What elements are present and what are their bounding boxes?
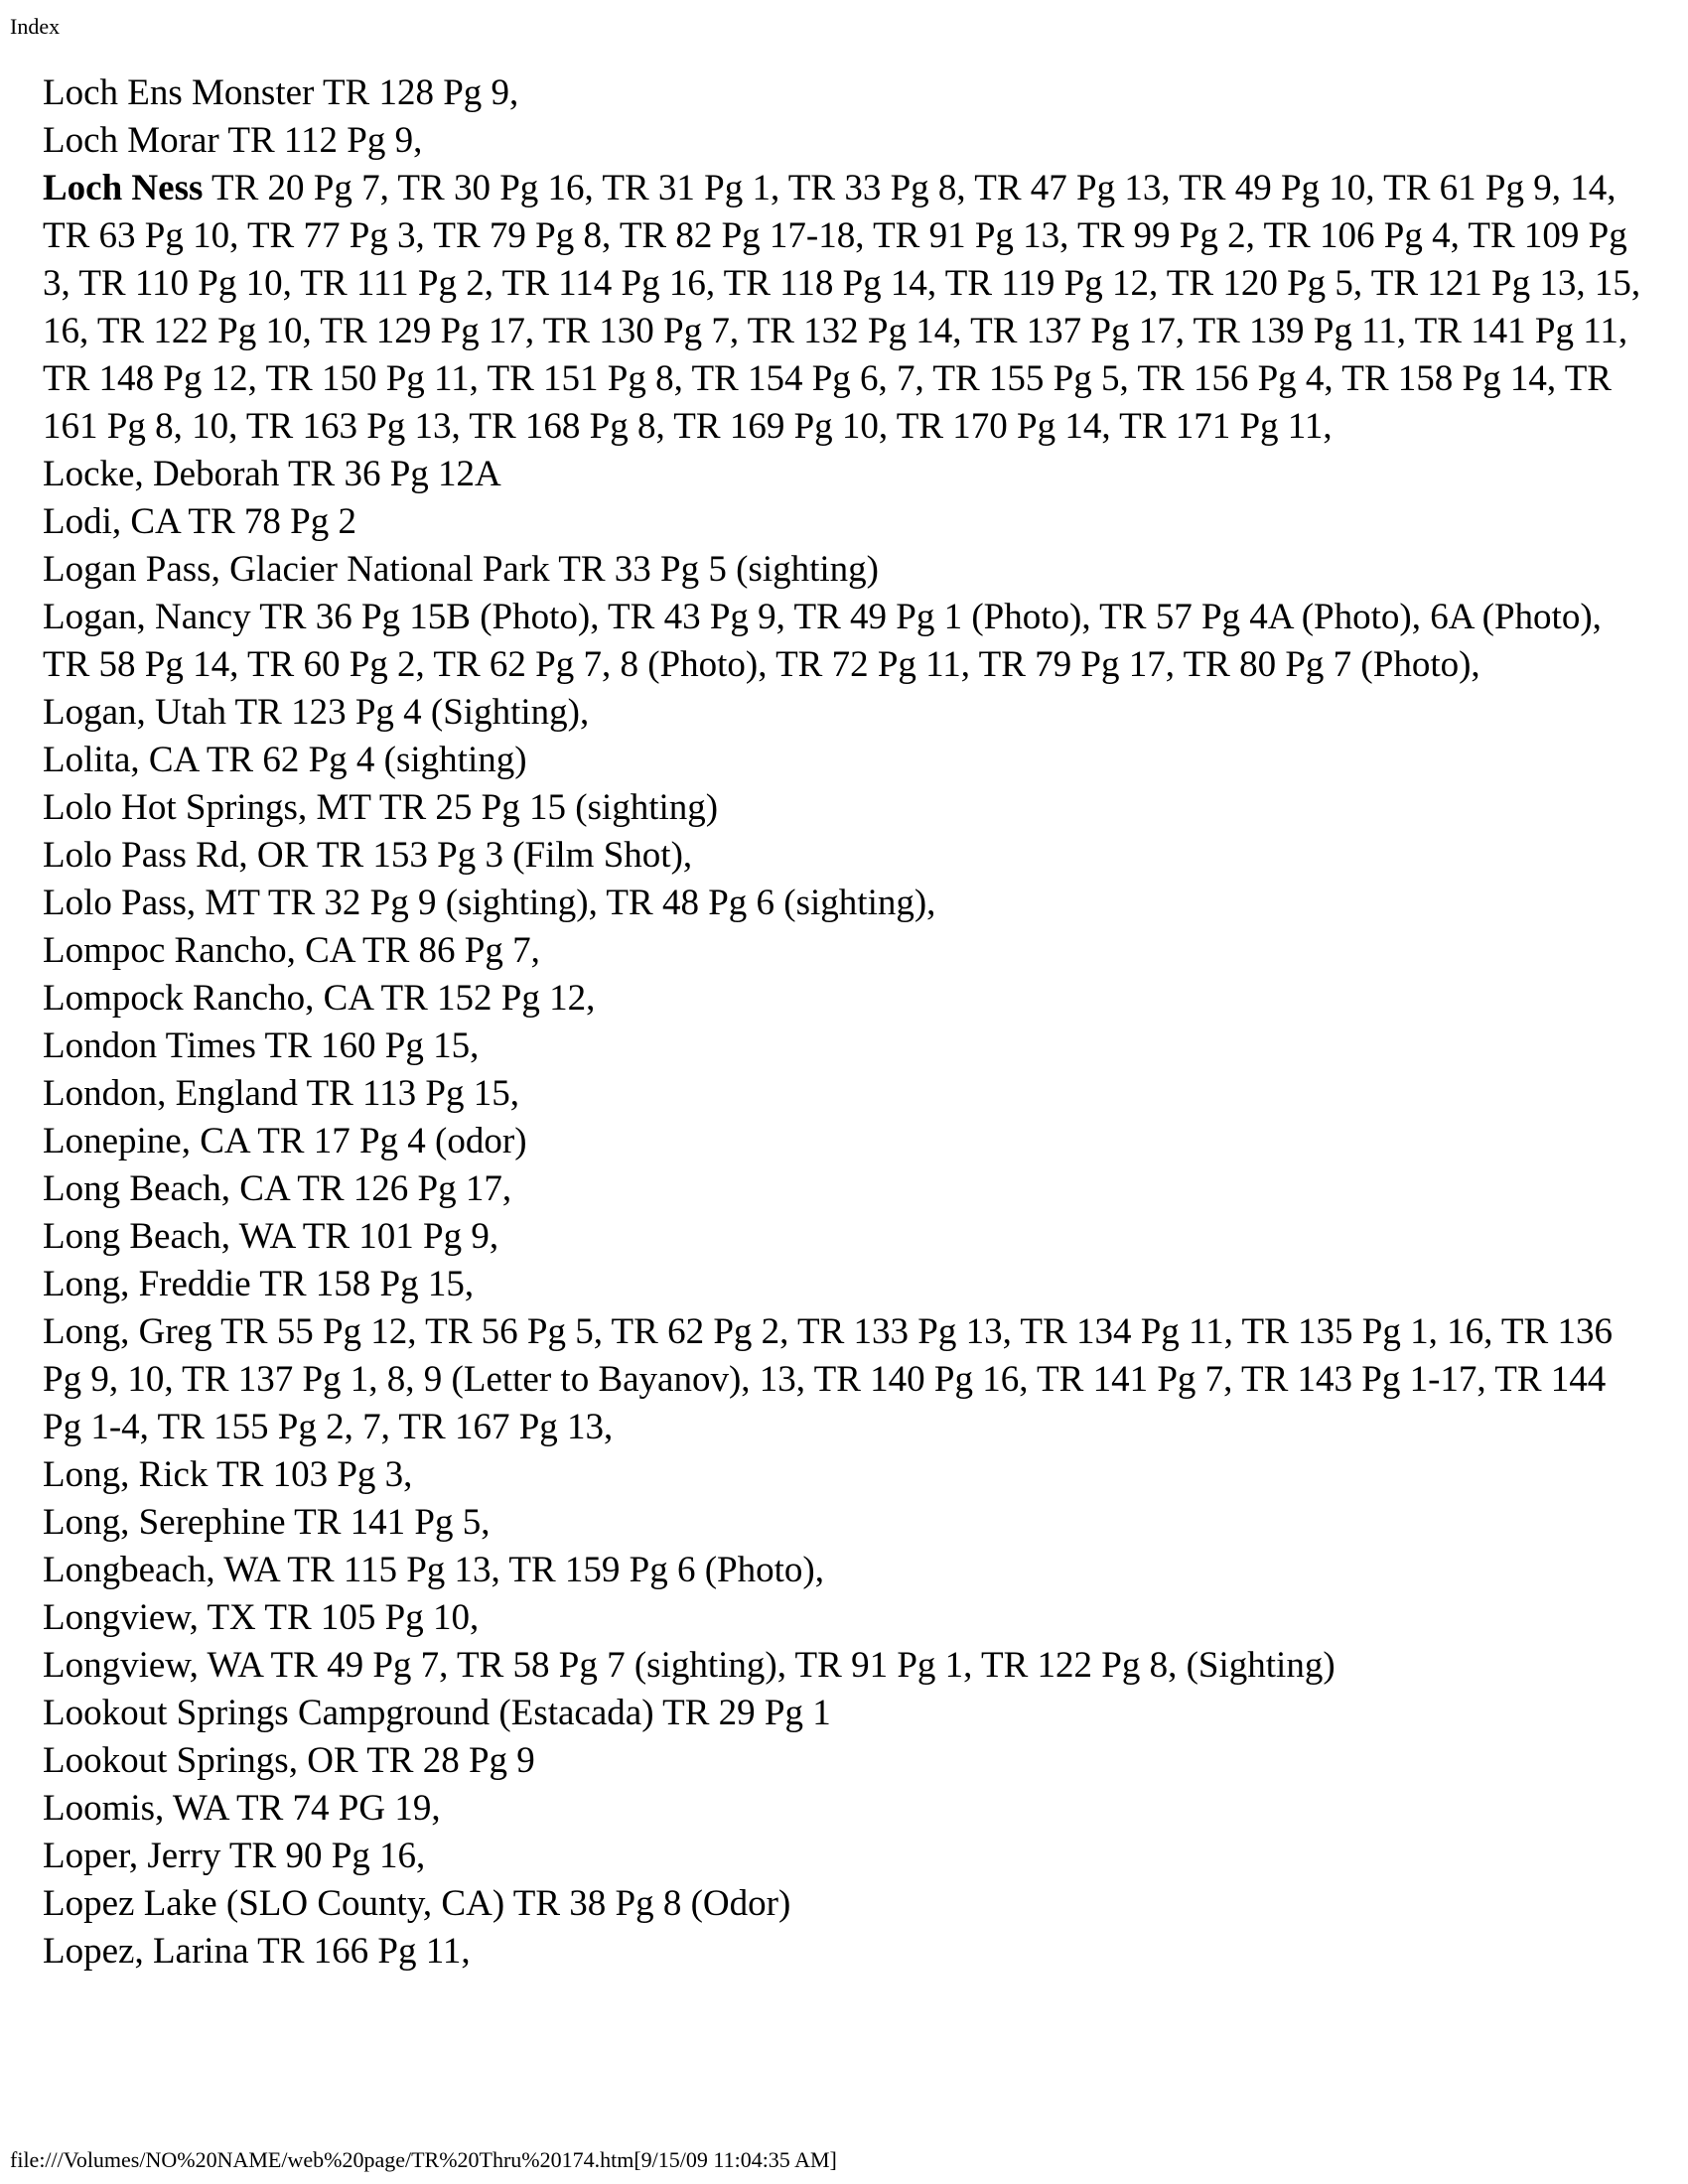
entry-term: Lookout Springs, OR	[43, 1740, 358, 1781]
entry-refs: TR 62 Pg 4 (sighting)	[206, 740, 527, 780]
entry-refs: TR 32 Pg 9 (sighting), TR 48 Pg 6 (sighting),	[267, 883, 936, 923]
entry-term: Loch Ens Monster	[43, 72, 315, 113]
index-entry	[43, 546, 1651, 594]
index-entry	[43, 594, 1651, 689]
entry-refs: TR 160 Pg 15,	[264, 1025, 480, 1066]
entry-refs: TR 113 Pg 15,	[306, 1073, 519, 1114]
entry-refs: TR 112 Pg 9,	[227, 120, 423, 161]
entry-refs: TR 90 Pg 16,	[228, 1836, 426, 1876]
index-entry	[43, 1547, 1651, 1594]
entry-refs: TR 153 Pg 3 (Film Shot),	[316, 835, 693, 876]
entry-refs: TR 36 Pg 15B (Photo), TR 43 Pg 9, TR 49 Pg 1 (Photo), TR 57 Pg 4A (Photo), 6A (Photo), TR 58 Pg 14, TR 60 Pg 2, TR 62 Pg 7, 8 (Photo), TR 72 Pg 11, TR 79 Pg 17, TR 80 Pg 7 (Photo),	[43, 597, 1602, 685]
index-entry	[43, 1594, 1651, 1642]
entry-term: Lookout Springs Campground (Estacada)	[43, 1693, 654, 1733]
index-entry	[43, 1928, 1651, 1976]
index-entry	[43, 1642, 1651, 1690]
index-entry	[43, 498, 1651, 546]
entry-term: Lopez Lake (SLO County, CA)	[43, 1883, 505, 1924]
entry-refs: TR 36 Pg 12A	[287, 454, 501, 494]
entry-term: Locke, Deborah	[43, 454, 280, 494]
index-entry	[43, 689, 1651, 737]
entry-term: Lolo Hot Springs, MT	[43, 787, 371, 828]
page-footer-source: file:///Volumes/NO%20NAME/web%20page/TR%20Thru%20174.htm[9/15/09 11:04:35 AM]	[10, 2147, 837, 2172]
entry-refs: TR 38 Pg 8 (Odor)	[512, 1883, 791, 1924]
index-entry	[43, 165, 1651, 451]
entry-refs: TR 17 Pg 4 (odor)	[257, 1121, 527, 1161]
index-entry	[43, 880, 1651, 927]
index-entry	[43, 927, 1651, 975]
index-list	[43, 69, 1651, 1976]
entry-term: London Times	[43, 1025, 256, 1066]
entry-refs: TR 49 Pg 7, TR 58 Pg 7 (sighting), TR 91 Pg 1, TR 122 Pg 8, (Sighting)	[270, 1645, 1336, 1686]
entry-term: Long, Greg	[43, 1311, 212, 1352]
entry-term: Lolo Pass Rd, OR	[43, 835, 309, 876]
index-entry	[43, 1499, 1651, 1547]
entry-refs: TR 25 Pg 15 (sighting)	[378, 787, 719, 828]
entry-term: Longview, TX	[43, 1597, 256, 1638]
index-entry	[43, 1261, 1651, 1308]
entry-term: Logan, Nancy	[43, 597, 251, 637]
entry-refs: TR 115 Pg 13, TR 159 Pg 6 (Photo),	[287, 1550, 824, 1590]
entry-term: Loch Morar	[43, 120, 219, 161]
entry-refs: TR 123 Pg 4 (Sighting),	[234, 692, 590, 733]
index-entry	[43, 1737, 1651, 1785]
index-entry	[43, 975, 1651, 1023]
index-entry	[43, 451, 1651, 498]
index-entry	[43, 737, 1651, 784]
index-entry	[43, 1070, 1651, 1118]
entry-term: Long, Rick	[43, 1454, 209, 1495]
index-entry	[43, 1833, 1651, 1880]
index-entry	[43, 117, 1651, 165]
entry-term: Loper, Jerry	[43, 1836, 221, 1876]
index-entry	[43, 832, 1651, 880]
entry-term: Long, Serephine	[43, 1502, 286, 1543]
entry-refs: TR 29 Pg 1	[662, 1693, 831, 1733]
entry-term: Loomis, WA	[43, 1788, 228, 1829]
index-entry	[43, 1308, 1651, 1451]
entry-term: Long Beach, CA	[43, 1168, 289, 1209]
entry-refs: TR 126 Pg 17,	[297, 1168, 512, 1209]
entry-refs: TR 103 Pg 3,	[216, 1454, 413, 1495]
entry-refs: TR 158 Pg 15,	[259, 1264, 475, 1304]
entry-term: Lompock Rancho, CA	[43, 978, 372, 1019]
entry-refs: TR 86 Pg 7,	[362, 930, 540, 971]
entry-refs: TR 141 Pg 5,	[294, 1502, 491, 1543]
entry-refs: TR 74 PG 19,	[236, 1788, 441, 1829]
entry-term: Logan Pass, Glacier National Park	[43, 549, 550, 590]
entry-refs: TR 101 Pg 9,	[302, 1216, 499, 1257]
index-entry	[43, 1690, 1651, 1737]
index-entry	[43, 1023, 1651, 1070]
entry-term: Lopez, Larina	[43, 1931, 249, 1972]
entry-refs: TR 33 Pg 5 (sighting)	[558, 549, 880, 590]
entry-refs: TR 55 Pg 12, TR 56 Pg 5, TR 62 Pg 2, TR 133 Pg 13, TR 134 Pg 11, TR 135 Pg 1, 16, TR 136 Pg 9, 10, TR 137 Pg 1, 8, 9 (Letter to Bayanov), 13, TR 140 Pg 16, TR 141 Pg 7, TR 143 Pg 1-17, TR 144 Pg 1-4, TR 155 Pg 2, 7, TR 167 Pg 13,	[43, 1311, 1613, 1447]
index-entry	[43, 784, 1651, 832]
entry-refs: TR 152 Pg 12,	[380, 978, 596, 1019]
entry-refs: TR 105 Pg 10,	[264, 1597, 480, 1638]
entry-refs: TR 128 Pg 9,	[322, 72, 519, 113]
entry-term: Longbeach, WA	[43, 1550, 279, 1590]
entry-term: Lolita, CA	[43, 740, 199, 780]
index-entry	[43, 69, 1651, 117]
page-header-title: Index	[10, 14, 61, 39]
entry-term: Loch Ness	[43, 168, 204, 208]
entry-refs: TR 28 Pg 9	[366, 1740, 535, 1781]
entry-refs: TR 166 Pg 11,	[257, 1931, 471, 1972]
entry-term: Lompoc Rancho, CA	[43, 930, 354, 971]
entry-term: Longview, WA	[43, 1645, 262, 1686]
index-entry	[43, 1785, 1651, 1833]
index-entry	[43, 1880, 1651, 1928]
entry-term: Lolo Pass, MT	[43, 883, 260, 923]
entry-term: Long Beach, WA	[43, 1216, 295, 1257]
entry-term: Lonepine, CA	[43, 1121, 249, 1161]
index-entry	[43, 1165, 1651, 1213]
entry-refs: TR 20 Pg 7, TR 30 Pg 16, TR 31 Pg 1, TR 33 Pg 8, TR 47 Pg 13, TR 49 Pg 10, TR 61 Pg 9, 14, TR 63 Pg 10, TR 77 Pg 3, TR 79 Pg 8, TR 82 Pg 17-18, TR 91 Pg 13, TR 99 Pg 2, TR 106 Pg 4, TR 109 Pg 3, TR 110 Pg 10, TR 111 Pg 2, TR 114 Pg 16, TR 118 Pg 14, TR 119 Pg 12, TR 120 Pg 5, TR 121 Pg 13, 15, 16, TR 122 Pg 10, TR 129 Pg 17, TR 130 Pg 7, TR 132 Pg 14, TR 137 Pg 17, TR 139 Pg 11, TR 141 Pg 11, TR 148 Pg 12, TR 150 Pg 11, TR 151 Pg 8, TR 154 Pg 6, 7, TR 155 Pg 5, TR 156 Pg 4, TR 158 Pg 14, TR 161 Pg 8, 10, TR 163 Pg 13, TR 168 Pg 8, TR 169 Pg 10, TR 170 Pg 14, TR 171 Pg 11,	[43, 168, 1641, 447]
index-entry	[43, 1213, 1651, 1261]
entry-term: Long, Freddie	[43, 1264, 251, 1304]
entry-term: Logan, Utah	[43, 692, 226, 733]
entry-term: London, England	[43, 1073, 298, 1114]
index-entry	[43, 1451, 1651, 1499]
index-entry	[43, 1118, 1651, 1165]
entry-term: Lodi, CA	[43, 501, 180, 542]
entry-refs: TR 78 Pg 2	[188, 501, 356, 542]
